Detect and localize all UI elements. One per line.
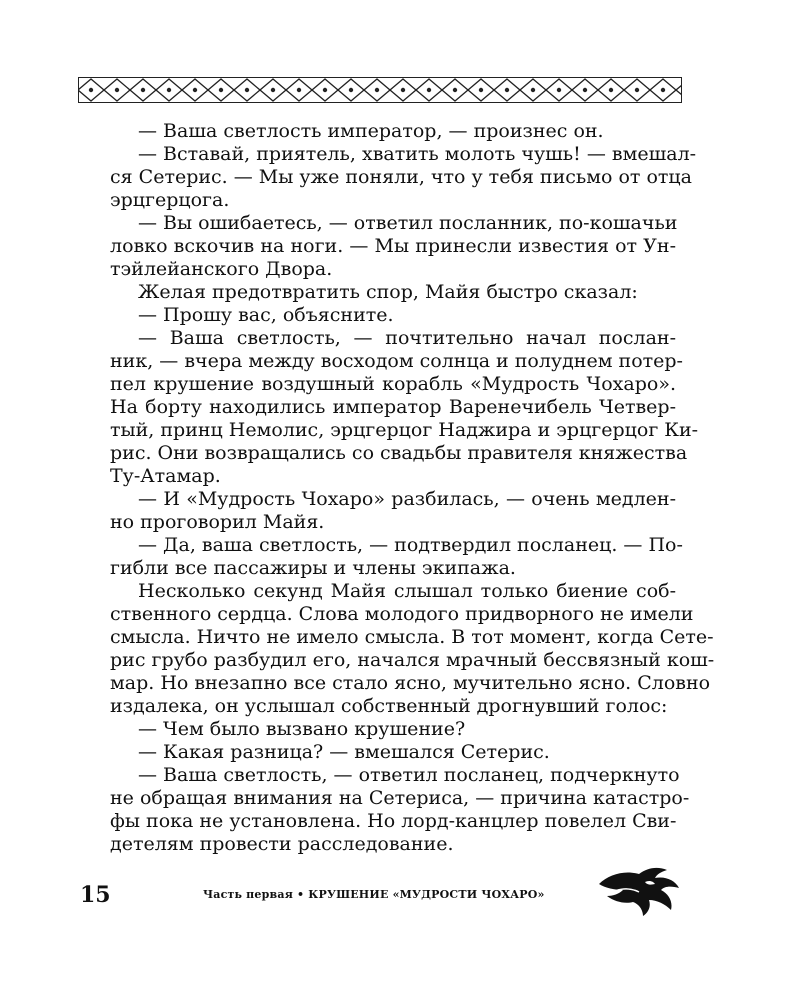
page-footer [80, 882, 690, 922]
ornamental-border-icon [78, 77, 682, 103]
text-line: Несколько секунд Майя слышал только биение соб- [138, 580, 676, 602]
text-line: рис грубо разбудил его, начался мрачный бессвязный кош- [110, 649, 715, 671]
paragraph [110, 718, 676, 741]
part-label: Часть первая [203, 888, 294, 901]
text-line: ственного сердца. Слова молодого придворного не имели [110, 603, 694, 625]
page-number: 15 [80, 882, 111, 908]
text-line: Ту-Атамар. [110, 465, 221, 487]
paragraph [110, 212, 676, 281]
text-line: тый, принц Немолис, эрцгерцог Наджира и эрцгерцог Ки- [110, 419, 699, 441]
text-line: смысла. Ничто не имело смысла. В тот момент, когда Сете- [110, 626, 714, 648]
text-line: тэйлейанского Двора. [110, 258, 333, 280]
text-line: ся Сетерис. — Мы уже поняли, что у тебя письмо от отца [110, 166, 692, 188]
text-line: — Прошу вас, объясните. [138, 304, 394, 326]
text-line: издалека, он услышал собственный дрогнувший голос: [110, 695, 668, 717]
paragraph [110, 488, 676, 534]
separator: • [297, 888, 305, 901]
paragraph [110, 281, 676, 304]
text-line: Желая предотвратить спор, Майя быстро сказал: [138, 281, 638, 303]
text-line: — Ваша светлость император, — произнес он. [138, 120, 604, 142]
paragraph [110, 143, 697, 212]
paragraph [110, 764, 690, 856]
text-line: — Какая разница? — вмешался Сетерис. [138, 741, 550, 763]
paragraph [110, 580, 715, 718]
text-line: — Да, ваша светлость, — подтвердил посланец. — По- [138, 534, 683, 556]
paragraph [110, 534, 683, 580]
text-line: — Ваша светлость, — ответил посланец, подчеркнуто [138, 764, 680, 786]
paragraph [110, 120, 676, 143]
text-line: пел крушение воздушный корабль «Мудрость Чохаро». [110, 373, 676, 395]
text-line: эрцгерцога. [110, 189, 230, 211]
text-line: детелям провести расследование. [110, 833, 454, 855]
paragraph [110, 304, 676, 327]
running-head [203, 888, 545, 901]
text-line: — Вы ошибаетесь, — ответил посланник, по-кошачьи [138, 212, 678, 234]
text-line: мар. Но внезапно все стало ясно, мучительно ясно. Словно [110, 672, 711, 694]
text-line: — Вставай, приятель, хватить молоть чушь! — вмешал- [138, 143, 697, 165]
body-text [110, 120, 715, 856]
text-line: не обращая внимания на Сетериса, — причина катастро- [110, 787, 690, 809]
text-line: — Чем было вызвано крушение? [138, 718, 466, 740]
text-line: гибли все пассажиры и члены экипажа. [110, 557, 516, 579]
text-line: фы пока не установлена. Но лорд-канцлер повелел Сви- [110, 810, 677, 832]
text-line: — Ваша светлость, — почтительно начал послан- [138, 327, 676, 349]
text-line: рис. Они возвращались со свадьбы правителя княжества [110, 442, 688, 464]
paragraph [110, 741, 676, 764]
text-line: — И «Мудрость Чохаро» разбилась, — очень медлен- [138, 488, 676, 510]
text-line: На борту находились император Варенечибель Четвер- [110, 396, 676, 418]
text-line: ловко вскочив на ноги. — Мы принесли известия от Ун- [110, 235, 676, 257]
paragraph [110, 327, 699, 488]
text-line: но проговорил Майя. [110, 511, 325, 533]
chapter-title: КРУШЕНИЕ «МУДРОСТИ ЧОХАРО» [308, 888, 545, 901]
dragon-icon [595, 864, 681, 918]
text-line: ник, — вчера между восходом солнца и полуднем потер- [110, 350, 683, 372]
